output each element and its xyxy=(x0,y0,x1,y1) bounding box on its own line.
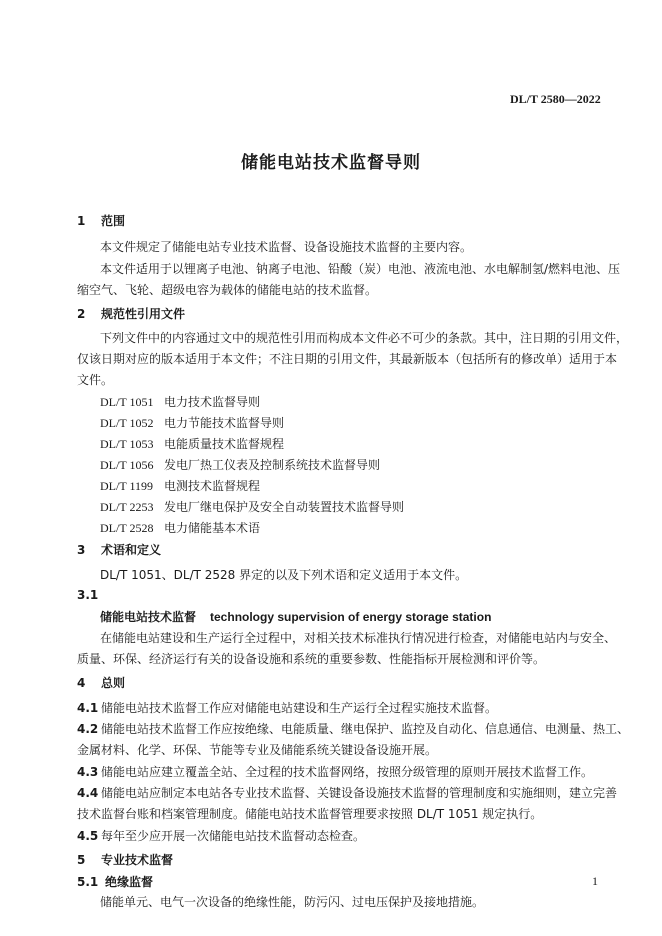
reference-title: 发电厂继电保护及安全自动装置技术监督导则 xyxy=(164,500,405,514)
section-title: 范围 xyxy=(101,214,126,228)
clause-number: 4.4 xyxy=(77,786,99,800)
reference-code: DL/T 1053 xyxy=(100,437,154,451)
reference-code: DL/T 1051 xyxy=(100,395,154,409)
clause-text: 每年至少应开展一次储能电站技术监督动态检查。 xyxy=(101,829,366,843)
section-4-heading xyxy=(77,674,125,691)
clause-text: 储能电站应制定本电站各专业技术监督、关键设备设施技术监督的管理制度和实施细则，建立完善 xyxy=(101,786,618,800)
section-title: 规范性引用文件 xyxy=(101,307,186,321)
reference-item xyxy=(100,519,260,536)
reference-title: 发电厂热工仪表及控制系统技术监督导则 xyxy=(164,458,381,472)
standard-number: DL/T 2580—2022 xyxy=(510,92,601,106)
paragraph: 储能单元、电气一次设备的绝缘性能，防污闪、过电压保护及接地措施。 xyxy=(100,895,485,909)
reference-item xyxy=(100,477,260,494)
term-entry xyxy=(100,608,491,625)
section-number: 5 xyxy=(77,853,86,867)
section-title: 术语和定义 xyxy=(101,543,162,557)
subsection-5-1-heading xyxy=(77,873,153,890)
section-number: 2 xyxy=(77,307,86,321)
clause-number: 4.3 xyxy=(77,765,99,779)
reference-code: DL/T 2253 xyxy=(100,500,154,514)
section-number: 1 xyxy=(77,214,86,228)
clause-text: 储能电站技术监督工作应对储能电站建设和生产运行全过程实施技术监督。 xyxy=(101,701,498,715)
paragraph: 本文件规定了储能电站专业技术监督、设备设施技术监督的主要内容。 xyxy=(100,240,473,254)
clause-4-3 xyxy=(77,763,593,780)
reference-title: 电力节能技术监督导则 xyxy=(164,416,285,430)
reference-item xyxy=(100,414,284,431)
clause-number: 4.1 xyxy=(77,701,99,715)
reference-code: DL/T 1052 xyxy=(100,416,154,430)
reference-item xyxy=(100,498,404,515)
reference-code: DL/T 1056 xyxy=(100,458,154,472)
paragraph-line: 本文件适用于以锂离子电池、钠离子电池、铅酸（炭）电池、液流电池、水电解制氢/燃料电池、压 xyxy=(100,262,621,276)
section-number: 3 xyxy=(77,543,86,557)
reference-code: DL/T 2528 xyxy=(100,521,154,535)
page-number: 1 xyxy=(592,874,598,888)
paragraph-line: 仅该日期对应的版本适用于本文件；不注日期的引用文件，其最新版本（包括所有的修改单）适用于本 xyxy=(77,352,618,366)
clause-number: 4.5 xyxy=(77,829,99,843)
clause-4-1 xyxy=(77,699,497,716)
reference-title: 电力技术监督导则 xyxy=(164,395,261,409)
section-5-heading xyxy=(77,851,173,868)
paragraph-line: 缩空气、飞轮、超级电容为载体的储能电站的技术监督。 xyxy=(77,283,378,297)
clause-4-2 xyxy=(77,720,629,737)
clause-text: 储能电站应建立覆盖全站、全过程的技术监督网络，按照分级管理的原则开展技术监督工作。 xyxy=(101,765,594,779)
paragraph-line: 质量、环保、经济运行有关的设备设施和系统的重要参数、性能指标开展检测和评价等。 xyxy=(77,652,546,666)
clause-number: 4.2 xyxy=(77,722,99,736)
paragraph-line: 金属材料、化学、环保、节能等专业及储能系统关键设备设施开展。 xyxy=(77,743,438,757)
section-number: 4 xyxy=(77,676,86,690)
clause-text: 储能电站技术监督工作应按绝缘、电能质量、继电保护、监控及自动化、信息通信、电测量、热工、 xyxy=(101,722,630,736)
term-chinese: 储能电站技术监督 xyxy=(100,610,197,624)
paragraph-line: 在储能电站建设和生产运行全过程中，对相关技术标准执行情况进行检查，对储能电站内与安全、 xyxy=(100,631,617,645)
term-number: 3.1 xyxy=(77,588,99,602)
section-2-heading xyxy=(77,305,185,322)
paragraph-line: 技术监督台账和档案管理制度。储能电站技术监督管理要求按照 DL/T 1051 规定执行。 xyxy=(77,807,543,821)
reference-title: 电力储能基本术语 xyxy=(164,521,261,535)
clause-4-4 xyxy=(77,784,617,801)
paragraph-line: 下列文件中的内容通过文中的规范性引用而构成本文件必不可少的条款。其中，注日期的引用文件， xyxy=(100,331,629,345)
document-title: 储能电站技术监督导则 xyxy=(241,153,421,173)
reference-item xyxy=(100,393,260,410)
reference-title: 电测技术监督规程 xyxy=(164,479,261,493)
term-english: technology supervision of energy storage station xyxy=(210,610,492,624)
paragraph: DL/T 1051、DL/T 2528 界定的以及下列术语和定义适用于本文件。 xyxy=(100,568,468,582)
reference-code: DL/T 1199 xyxy=(100,479,153,493)
clause-4-5 xyxy=(77,827,365,844)
reference-item xyxy=(100,456,380,473)
subsection-title: 绝缘监督 xyxy=(105,875,154,889)
section-title: 总则 xyxy=(101,676,126,690)
paragraph-line: 文件。 xyxy=(77,373,114,387)
section-title: 专业技术监督 xyxy=(101,853,174,867)
subsection-number: 5.1 xyxy=(77,875,99,889)
section-3-heading xyxy=(77,541,161,558)
reference-title: 电能质量技术监督规程 xyxy=(164,437,285,451)
reference-item xyxy=(100,435,284,452)
section-1-heading xyxy=(77,212,125,229)
